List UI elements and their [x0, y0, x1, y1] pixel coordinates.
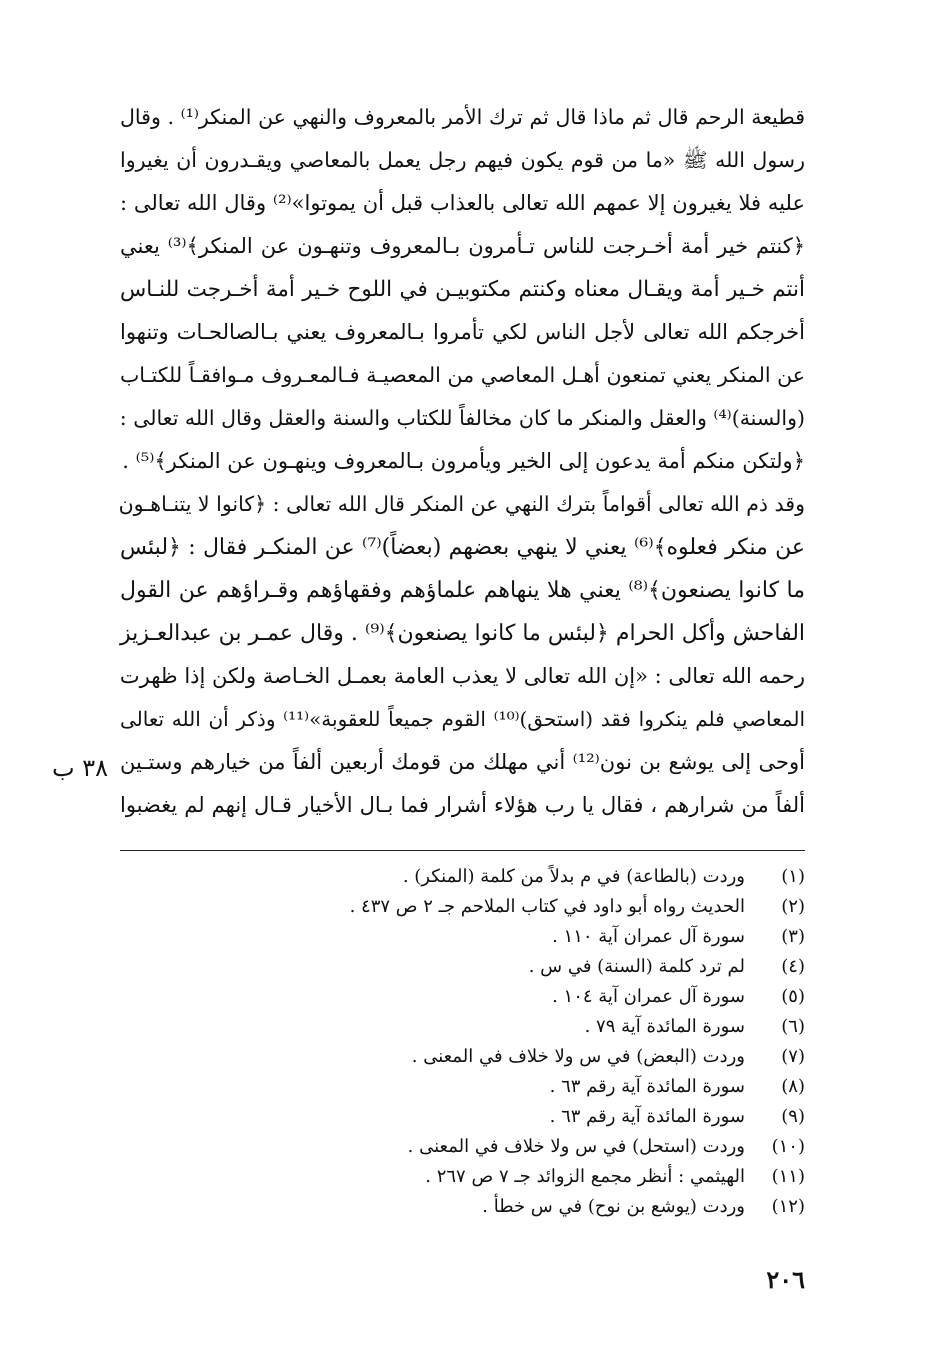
text-line: وقد ذم الله تعالى أقواماً بترك النهي عن المنكر قال الله تعالى : ﴿كانوا لا يتنـاهـون: [118, 492, 805, 516]
page-number: ٢٠٦: [766, 1265, 805, 1294]
footnote-item: [120, 1042, 805, 1072]
text-line: عن المنكر يعني تمنعون أهـل المعاصي من المعصيـة فـالمعـروف مـوافقـاً للكتـاب: [120, 363, 805, 387]
text-line: أنتم خـير أمة ويقـال معناه وكنتم مكتوبيـن في اللوح خـير أمة أخـرجت للنـاس: [120, 277, 805, 302]
text-line: قطيعة الرحم قال ثم ماذا قال ثم ترك الأمر بالمعروف والنهي عن المنكر⁽¹⁾ . وقال: [120, 105, 805, 129]
footnote-text: الحديث رواه أبو داود في كتاب الملاحم جـ ٢ ص ٤٣٧ .: [349, 896, 745, 917]
footnote-text: سورة المائدة آية رقم ٦٣ .: [549, 1076, 745, 1097]
footnote-separator: [120, 850, 805, 851]
text-line: ﴿كنتم خير أمة أخـرجت للناس تـأمرون بـالمعروف وتنهـون عن المنكر﴾⁽³⁾ يعني: [120, 234, 805, 258]
text-line: أوحى إلى يوشع بن نون⁽¹²⁾ أني مهلك من قومك أربعين ألفاً من خيارهم وستـين: [120, 750, 805, 774]
footnote-text: سورة آل عمران آية ١١٠ .: [552, 926, 745, 947]
text-line: المعاصي فلم ينكروا فقد (استحق)⁽¹⁰⁾ القوم جميعاً للعقوبة»⁽¹¹⁾ وذكر أن الله تعالى: [120, 707, 806, 731]
text-line: ما كانوا يصنعون﴾⁽⁸⁾ يعني هلا ينهاهم علماؤهم وفقهاؤهم وقـراؤهم عن القول: [120, 578, 805, 603]
footnote-text: وردت (البعض) في س ولا خلاف في المعنى .: [411, 1046, 745, 1067]
footnote-number: (٥): [781, 986, 805, 1007]
footnote-item: [120, 1012, 805, 1042]
text-line: عليه فلا يغيرون إلا عمهم الله تعالى بالعذاب قبل أن يموتوا»⁽²⁾ وقال الله تعالى :: [120, 191, 805, 215]
text-line: رحمه الله تعالى : «إن الله تعالى لا يعذب العامة بعمـل الخـاصة ولكن إذا ظهرت: [119, 664, 805, 688]
footnote-item: [120, 982, 805, 1012]
text-line: رسول الله ﷺ «ما من قوم يكون فيهم رجل يعمل بالمعاصي ويقـدرون أن يغيروا: [120, 148, 805, 172]
text-line: (والسنة)⁽⁴⁾ والعقل والمنكر ما كان مخالفاً للكتاب والسنة والعقل وقال الله تعالى :: [119, 406, 805, 430]
text-line: أخرجكم الله تعالى لأجل الناس لكي تأمروا بـالمعروف يعني بـالصالحـات وتنهوا: [120, 320, 805, 344]
text-line: ألفاً من شرارهم ، فقال يا رب هؤلاء أشرار فما بـال الأخيار قـال إنهم لم يغضبوا: [120, 793, 805, 817]
main-text: [120, 96, 805, 827]
footnote-number: (٧): [781, 1046, 805, 1067]
footnote-text: الهيثمي : أنظر مجمع الزوائد جـ ٧ ص ٢٦٧ .: [425, 1166, 745, 1187]
footnote-item: [120, 922, 805, 952]
footnote-text: وردت (يوشع بن نوح) في س خطأ .: [482, 1196, 745, 1217]
text-line: ﴿ولتكن منكم أمة يدعون إلى الخير ويأمرون بـالمعروف وينهـون عن المنكر﴾⁽⁵⁾ .: [122, 449, 805, 473]
text-line: عن منكر فعلوه﴾⁽⁶⁾ يعني لا ينهي بعضهم (بعضاً)⁽⁷⁾ عن المنكـر فقال : ﴿لبئس: [120, 535, 805, 560]
footnote-text: سورة آل عمران آية ١٠٤ .: [552, 986, 745, 1007]
footnote-number: (٩): [781, 1106, 805, 1127]
footnote-number: (١٢): [771, 1196, 805, 1217]
footnote-item: [120, 1102, 805, 1132]
footnote-text: سورة المائدة آية ٧٩ .: [584, 1016, 745, 1037]
footnote-item: [120, 952, 805, 982]
footnote-number: (١): [781, 866, 805, 887]
footnote-text: وردت (بالطاعة) في م بدلاً من كلمة (المنكر) .: [402, 866, 745, 887]
footnote-number: (٨): [781, 1076, 805, 1097]
footnote-item: [120, 1192, 805, 1222]
footnote-number: (١٠): [771, 1136, 805, 1157]
footnote-text: لم ترد كلمة (السنة) في س .: [528, 956, 745, 977]
manuscript-folio-note: ٣٨ ب: [52, 754, 109, 782]
footnote-number: (١١): [771, 1166, 805, 1187]
footnote-item: [120, 862, 805, 892]
footnote-item: [120, 892, 805, 922]
footnotes-list: [120, 862, 805, 1222]
footnote-item: [120, 1132, 805, 1162]
footnote-number: (٤): [781, 956, 805, 977]
footnote-number: (٣): [781, 926, 805, 947]
footnote-item: [120, 1162, 805, 1192]
footnote-number: (٢): [781, 896, 805, 917]
footnote-item: [120, 1072, 805, 1102]
text-line: الفاحش وأكل الحرام ﴿لبئس ما كانوا يصنعون﴾⁽⁹⁾ . وقال عمـر بن عبدالعـزيز: [120, 621, 806, 646]
footnote-text: وردت (استحل) في س ولا خلاف في المعنى .: [407, 1136, 745, 1157]
footnote-text: سورة المائدة آية رقم ٦٣ .: [549, 1106, 745, 1127]
footnote-number: (٦): [781, 1016, 805, 1037]
